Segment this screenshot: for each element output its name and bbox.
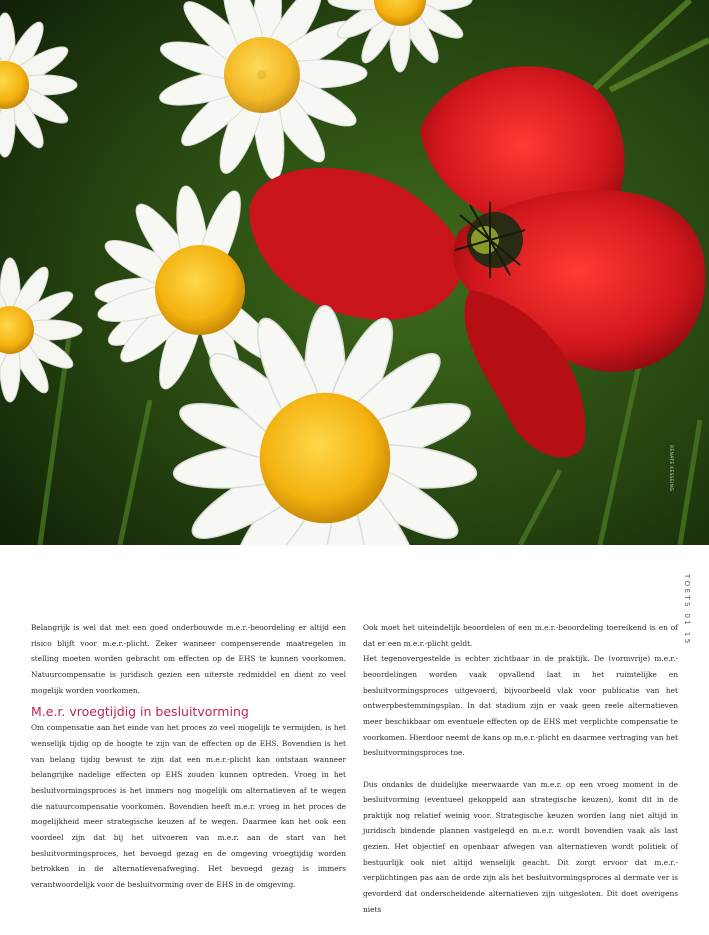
paragraph-3: Dus ondanks de duidelijke meerwaarde van m.e.r. op een vroeg moment in de besluitvorming (eventueel gekoppeld aan strategische keuzen), komt dit in de praktijk nog relatief weinig voor. Strategische keuzen worden lang niet altijd in juridisch bindende plannen vastgelegd en m.e.r. wordt bovendien vaak als last gezien. Het objectief en openbaar afwegen van alternatieven wordt politiek of bestuurlijk ook niet altijd wenselijk geacht. Dit zorgt ervoor dat m.e.r.-verplichtingen pas aan de orde zijn als het besluitvormingsproces al dermate ver is gevorderd dat onderscheidende alternatieven zijn uitgesloten. Dit doet overigens niets — [363, 779, 678, 914]
photo-credit: RENATE KESSEING — [668, 445, 673, 492]
paragraph-1: Ook moet het uiteindelijk beoordelen of een m.e.r.-beoordeling toereikend is en of dat er een m.e.r.-plicht geldt. — [363, 623, 678, 648]
page-folio: TOETS 01 15 — [683, 574, 691, 646]
section-heading: M.e.r. vroegtijdig in besluitvorming — [31, 704, 249, 720]
paragraph-2: Het tegenovergestelde is echter zichtbaar in de praktijk. De (vormvrije) m.e.r.-beoordelingen worden vaak opvallend laat in het ruimtelijke en besluitvormingsproces uitgevoerd, bijvoorbeeld vlak voor publicatie van het ontwerpbestemmingsplan. In dat stadium zijn er vaak geen reele alternatieven meer beschikbaar om eventuele effecten op de EHS met verplichte compensatie te voorkomen. Hierdoor neemt de kans op m.e.r.-plicht en daarmee vertraging van het besluitvormingsproces toe. — [363, 654, 678, 758]
right-column — [363, 620, 678, 917]
left-column — [31, 620, 346, 893]
body-paragraph: Om compensatie aan het einde van het proces zo veel mogelijk te vermijden, is het wenselijk tijdig op de hoogte te zijn van de effecten op de EHS. Bovendien is het van belang tijdig bewust te zijn dat een m.e.r.-plicht kan ontstaan wanneer belangrijke nadelige effecten op EHS zouden kunnen optreden. Vroeg in het besluitvormingsproces is het immers nog mogelijk om alternatieven af te wegen die natuurcompensatie voorkomen. Bovendien heeft m.e.r. vroeg in het proces de mogelijkheid meer strategische keuzen af te wegen. Daarmee kan het ook een voordeel zijn dat bij het uitvoeren van m.e.r. aan de start van het besluitvormingsproces, het bevoegd gezag en de omgeving vroegtijdig worden betrokken in de alternatievenafweging. Het bevoegd gezag is immers verantwoordelijk voor de besluitvorming over de EHS in de omgeving. — [31, 723, 346, 889]
intro-paragraph: Belangrijk is wel dat met een goed onderbouwde m.e.r.-beoordeling er altijd een risico blijft voor m.e.r.-plicht. Zeker wanneer compenserende maatregelen in stelling moeten worden gebracht om effecten op de EHS te kunnen voorkomen. Natuurcompensatie is juridisch gezien een uiterste redmiddel en dient zo veel mogelijk worden voorkomen. — [31, 623, 346, 695]
